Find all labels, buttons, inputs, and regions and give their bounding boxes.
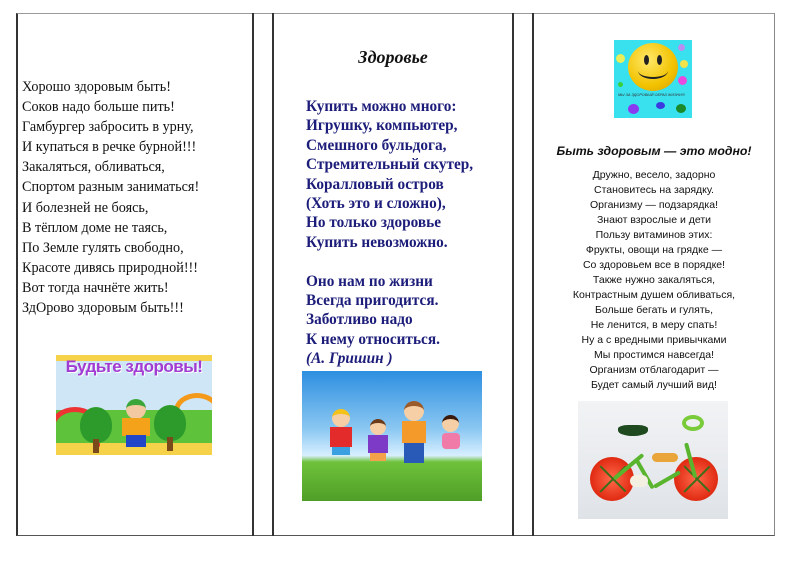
poem-line: Также нужно закаляться, bbox=[592, 274, 716, 286]
poem-line: (Хоть это и сложно), bbox=[306, 195, 446, 213]
jumping-kids-illustration bbox=[302, 371, 482, 501]
poem-line: Пользу витаминов этих: bbox=[595, 229, 713, 241]
poem-line: Спортом разным заниматься! bbox=[22, 179, 200, 196]
poem-line: К нему относиться. bbox=[306, 330, 440, 348]
poem-line: Становитесь на зарядку. bbox=[594, 184, 714, 196]
child-head bbox=[404, 401, 424, 421]
dot bbox=[628, 104, 639, 114]
logo-caption: МЫ ЗА ЗДОРОВЫЙ ОБРАЗ ЖИЗНИ!!! bbox=[618, 93, 686, 97]
healthy-lifestyle-logo bbox=[614, 40, 692, 118]
poem-line: Стремительный скутер, bbox=[306, 156, 474, 174]
poem-line: Будет самый лучший вид! bbox=[591, 379, 717, 391]
poem-line: Больше бегать и гулять, bbox=[594, 304, 714, 316]
child-body bbox=[402, 421, 426, 443]
cucumber-seat bbox=[618, 425, 648, 436]
poem-line: Вот тогда начнёте жить! bbox=[22, 279, 169, 296]
dot bbox=[616, 54, 625, 63]
poem-author: (А. Гришин ) bbox=[306, 350, 393, 368]
poem-line: И купаться в речке бурной!!! bbox=[22, 139, 197, 156]
poem-right bbox=[534, 168, 774, 393]
poem-line: Организм отблагодарит — bbox=[589, 364, 719, 376]
kid-body bbox=[122, 418, 150, 436]
dot bbox=[618, 82, 623, 87]
pepper-handlebar bbox=[682, 415, 704, 431]
poem-line: Ну а с вредными привычками bbox=[581, 334, 727, 346]
child-head bbox=[332, 409, 350, 427]
dot bbox=[676, 104, 686, 113]
panel-left bbox=[18, 15, 252, 534]
panel-middle bbox=[274, 15, 512, 534]
poem-line: Оно нам по жизни bbox=[306, 272, 433, 290]
child-head bbox=[370, 419, 386, 435]
poem-line: Дружно, весело, задорно bbox=[592, 169, 716, 181]
poem-line: Не ленится, в меру спать! bbox=[590, 319, 718, 331]
banner-text: Будьте здоровы! bbox=[65, 357, 203, 376]
poem-line: Коралловый остров bbox=[306, 175, 444, 193]
panel-title: Здоровье bbox=[358, 47, 428, 67]
poem-line: В тёплом доме не таясь, bbox=[22, 219, 168, 236]
poem-line: Соков надо больше пить! bbox=[22, 99, 175, 116]
poem-line: По Земле гулять свободно, bbox=[22, 239, 184, 256]
kid-head bbox=[126, 399, 146, 419]
child-legs bbox=[370, 453, 386, 461]
fold-line bbox=[252, 13, 254, 536]
stanza-gap bbox=[306, 252, 473, 271]
child-head bbox=[442, 415, 459, 432]
poem-line: И болезней не боясь, bbox=[22, 199, 149, 216]
child-legs bbox=[404, 443, 424, 463]
tree-trunk bbox=[93, 439, 99, 453]
tomato-wheel-icon bbox=[674, 457, 718, 501]
tree-icon bbox=[80, 407, 112, 443]
garlic-part bbox=[630, 475, 648, 487]
mushroom-pedal bbox=[652, 453, 678, 462]
child-legs bbox=[332, 447, 350, 455]
tree-trunk bbox=[167, 437, 173, 451]
kid-legs bbox=[126, 435, 146, 447]
dot bbox=[678, 44, 685, 51]
child-body bbox=[442, 433, 460, 449]
poem-line: Контрастным душем обливаться, bbox=[572, 289, 736, 301]
poem-line: Купить можно много: bbox=[306, 98, 457, 115]
poem-line: Но только здоровье bbox=[306, 214, 442, 232]
fold-line bbox=[512, 13, 514, 536]
poem-line: Красоте дивясь природной!!! bbox=[22, 259, 198, 276]
poem-line: Смешного бульдога, bbox=[306, 136, 447, 154]
poem-line: Закаляться, обливаться, bbox=[22, 159, 165, 176]
panel-right bbox=[534, 15, 774, 534]
dot bbox=[680, 60, 688, 68]
child-body bbox=[330, 427, 352, 447]
child-body bbox=[368, 435, 388, 453]
smiley-icon bbox=[628, 43, 678, 91]
poem-line: Игрушку, компьютер, bbox=[306, 117, 458, 135]
panel-title: Быть здоровым — это модно! bbox=[556, 144, 752, 158]
tree-icon bbox=[154, 405, 186, 441]
poem-line: Знают взрослые и дети bbox=[596, 214, 712, 226]
poem-left bbox=[22, 77, 199, 318]
poem-line: Хорошо здоровым быть! bbox=[22, 79, 171, 95]
poem-line: Фрукты, овощи на грядке — bbox=[585, 244, 723, 256]
poem-line: Со здоровьем все в порядке! bbox=[582, 259, 726, 271]
vegetable-bicycle-photo bbox=[578, 401, 728, 519]
poem-line: Всегда пригодится. bbox=[306, 292, 439, 310]
be-healthy-illustration bbox=[56, 355, 212, 455]
mouth bbox=[638, 63, 668, 79]
poem-line: ЗдОрово здоровым быть!!! bbox=[22, 300, 184, 317]
poem-middle bbox=[306, 97, 473, 369]
poem-line: Заботливо надо bbox=[306, 311, 413, 329]
dot bbox=[656, 102, 665, 109]
dot bbox=[678, 76, 687, 85]
poem-line: Купить невозможно. bbox=[306, 233, 448, 251]
poem-line: Организму — подзарядка! bbox=[589, 199, 719, 211]
poem-line: Мы простимся навсегда! bbox=[593, 349, 714, 361]
poem-line: Гамбургер забросить в урну, bbox=[22, 119, 194, 136]
